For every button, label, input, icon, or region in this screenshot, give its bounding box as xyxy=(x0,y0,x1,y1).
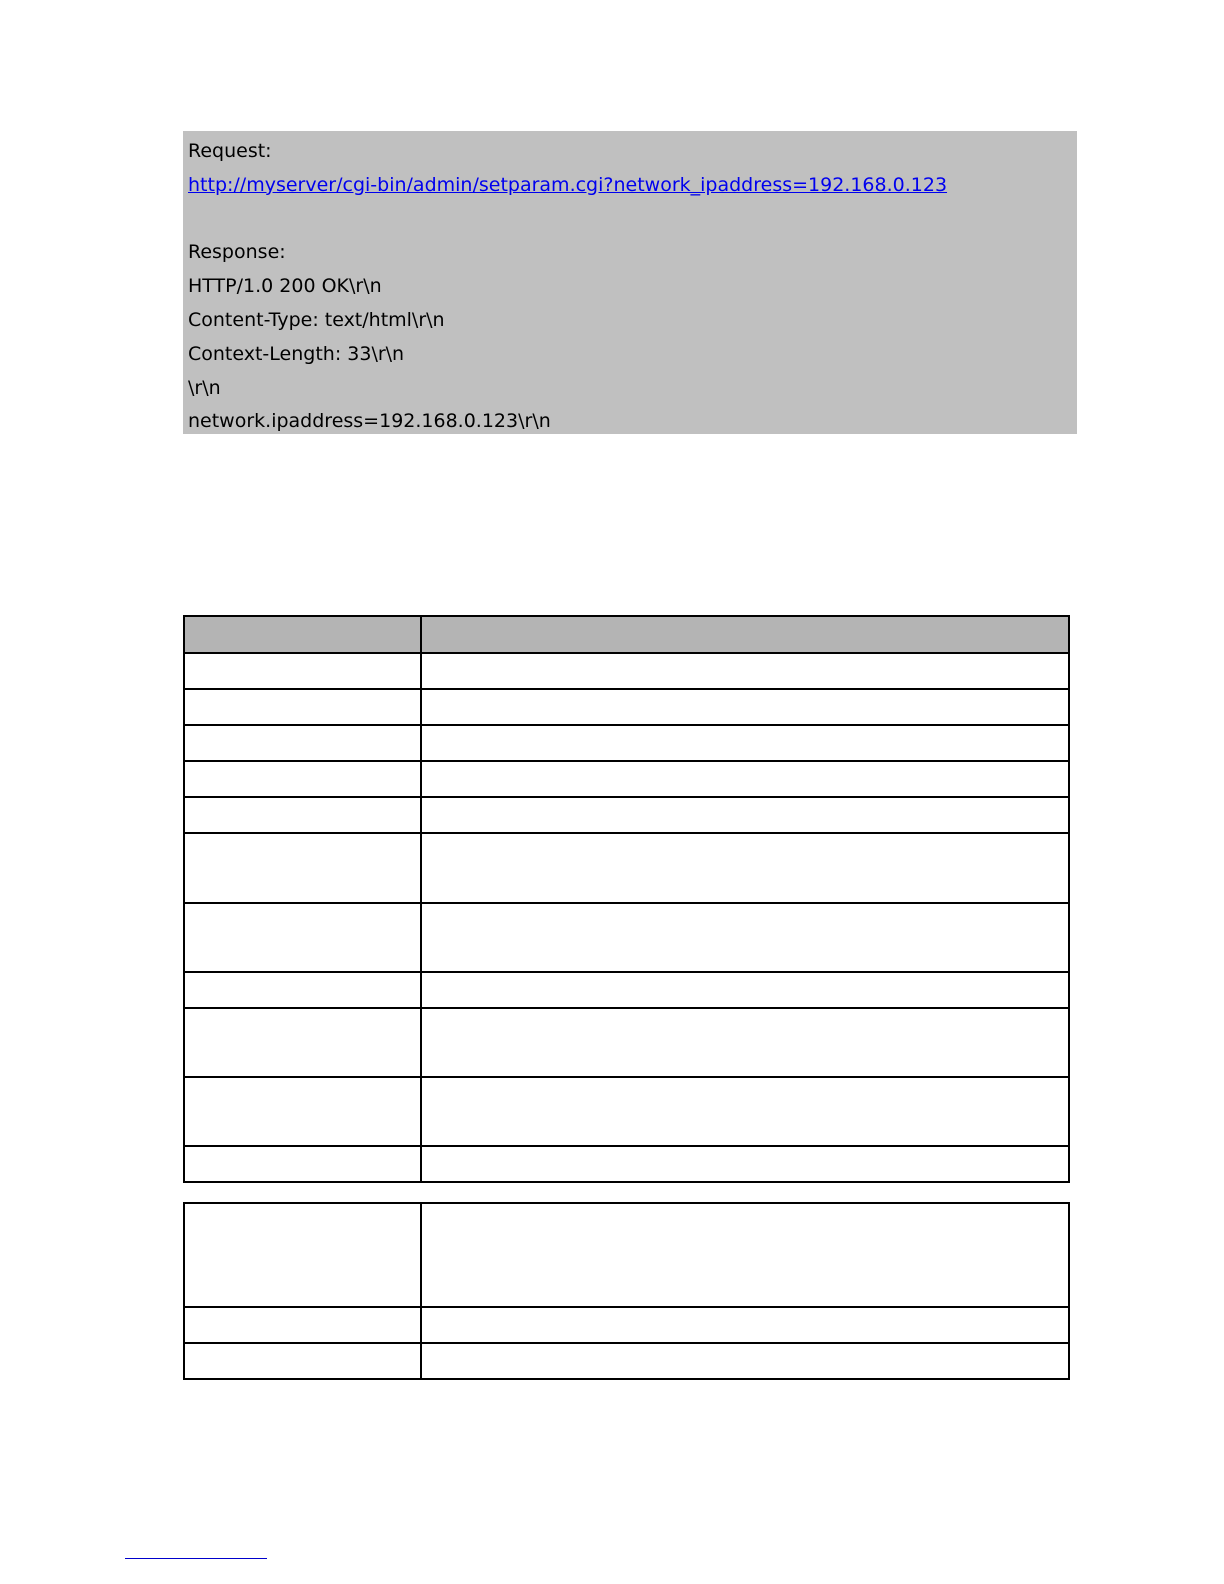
table-cell xyxy=(421,1203,1069,1307)
table-cell xyxy=(184,833,421,903)
table-row xyxy=(184,689,1069,725)
response-label: Response: xyxy=(188,241,286,264)
table-cell xyxy=(421,1077,1069,1146)
table-row xyxy=(184,833,1069,903)
table-row xyxy=(184,761,1069,797)
table-cell xyxy=(421,1146,1069,1182)
table-cell xyxy=(421,1008,1069,1077)
table-cell xyxy=(421,1307,1069,1343)
table-row xyxy=(184,972,1069,1008)
table-cell xyxy=(421,761,1069,797)
request-url-link[interactable]: http://myserver/cgi-bin/admin/setparam.cgi?network_ipaddress=192.168.0.123 xyxy=(188,173,948,196)
response-body-line: network.ipaddress=192.168.0.123\r\n xyxy=(188,410,551,433)
table-cell xyxy=(184,972,421,1008)
table-cell xyxy=(421,725,1069,761)
table-cell xyxy=(421,653,1069,689)
table-row xyxy=(184,725,1069,761)
table-cell xyxy=(184,761,421,797)
table-cell xyxy=(184,1146,421,1182)
table-cell xyxy=(421,797,1069,833)
table-cell xyxy=(184,1077,421,1146)
table-cell xyxy=(421,903,1069,972)
table-row xyxy=(184,1008,1069,1077)
http-example-box xyxy=(183,131,1077,434)
table-cell xyxy=(421,1343,1069,1379)
parameter-table xyxy=(183,615,1070,1183)
table-row xyxy=(184,1077,1069,1146)
response-blank-line: \r\n xyxy=(188,376,221,399)
table-cell xyxy=(184,1307,421,1343)
table-row xyxy=(184,903,1069,972)
header-cell xyxy=(184,616,421,653)
table-cell xyxy=(184,689,421,725)
table-row xyxy=(184,1203,1069,1307)
header-cell xyxy=(421,616,1069,653)
table-row xyxy=(184,1146,1069,1182)
continuation-table xyxy=(183,1202,1070,1380)
table-row xyxy=(184,1307,1069,1343)
table-row xyxy=(184,1343,1069,1379)
table-cell xyxy=(184,797,421,833)
response-content-length-line: Context-Length: 33\r\n xyxy=(188,342,405,365)
response-status-line: HTTP/1.0 200 OK\r\n xyxy=(188,275,382,298)
response-content-type-line: Content-Type: text/html\r\n xyxy=(188,308,445,331)
table-cell xyxy=(184,903,421,972)
footnote-separator xyxy=(125,1558,267,1559)
table-cell xyxy=(421,689,1069,725)
table-cell xyxy=(184,725,421,761)
blank-line xyxy=(188,203,1077,237)
table-cell xyxy=(184,1203,421,1307)
table-cell xyxy=(184,653,421,689)
table-cell xyxy=(421,972,1069,1008)
table-row xyxy=(184,797,1069,833)
table-cell xyxy=(184,1343,421,1379)
request-label: Request: xyxy=(188,140,272,162)
table-cell xyxy=(184,1008,421,1077)
table-row xyxy=(184,653,1069,689)
table-cell xyxy=(421,833,1069,903)
table-header-row xyxy=(184,616,1069,653)
